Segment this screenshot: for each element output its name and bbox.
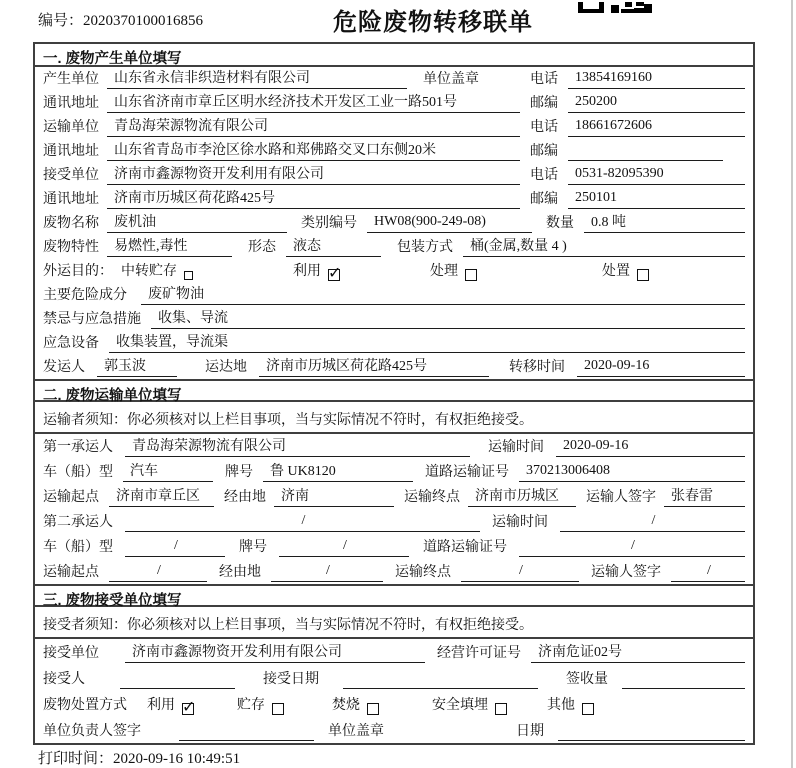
route-end-label: 运输终点 (404, 490, 460, 505)
option-label: 利用 (293, 264, 321, 279)
purpose-option-utilize (293, 260, 340, 281)
disposal-option-storage (237, 694, 284, 715)
first-carrier-label: 第一承运人 (43, 440, 113, 455)
row-disposal-method (35, 691, 753, 717)
acceptor-label: 接受人 (43, 672, 85, 687)
option-label: 其他 (547, 698, 575, 713)
vehicle-type-label: 车（船）型 (43, 540, 113, 555)
checkbox-icon (582, 703, 594, 715)
row-transporter-unit (35, 115, 753, 139)
second-carrier-value: / (125, 513, 480, 532)
print-time (38, 747, 240, 768)
row-first-carrier (35, 434, 753, 459)
phone-label: 电话 (530, 120, 558, 135)
category-code-value: HW08(900-249-08) (367, 214, 532, 233)
checkbox-icon (182, 703, 194, 715)
acceptor-value (120, 670, 235, 689)
receiver-zip-value: 250101 (568, 190, 745, 209)
transport-time-value: 2020-09-16 (556, 438, 745, 457)
receiver-unit-label: 接受单位 (43, 168, 99, 183)
emergency-equipment-value: 收集装置，导流渠 (109, 331, 745, 353)
waste-property-label: 废物特性 (43, 240, 99, 255)
row-waste-property (35, 235, 753, 259)
checkbox-icon (272, 703, 284, 715)
waste-property-value: 易燃性,毒性 (107, 235, 232, 257)
row-producer-unit (35, 67, 753, 91)
quantity-value: 0.8 吨 (584, 211, 745, 233)
phone-label: 电话 (530, 72, 558, 87)
first-carrier-value: 青岛海荣源物流有限公司 (125, 435, 470, 457)
section-receiver-header: 三. 废物接受单位填写 (35, 584, 753, 607)
row-sender (35, 355, 753, 379)
row-route-2 (35, 559, 753, 584)
row-acceptor (35, 665, 753, 691)
date-label: 日期 (516, 724, 544, 739)
doc-number (38, 9, 203, 30)
disposal-option-utilize (147, 694, 194, 715)
road-license-label: 道路运输证号 (423, 540, 507, 555)
packing-value: 桶(金属,数量 4 ) (463, 235, 745, 257)
accept-date-value (343, 670, 538, 689)
row-producer-address (35, 91, 753, 115)
receipt-qty-value (622, 670, 745, 689)
destination-value: 济南市历城区荷花路425号 (259, 355, 489, 377)
route-end-value: 济南市历城区 (468, 485, 576, 507)
accept-date-label: 接受日期 (263, 672, 319, 687)
option-label: 处理 (430, 264, 458, 279)
responsible-signature-label: 单位负责人签字 (43, 724, 141, 739)
receiver-notice: 接受者须知：你必须核对以上栏目事项，当与实际情况不符时，有权拒绝接受。 (35, 607, 753, 639)
receiver-address-value: 济南市历城区荷花路425号 (107, 187, 520, 209)
checkbox-icon (184, 271, 193, 280)
sender-label: 发运人 (43, 360, 85, 375)
checkbox-icon (328, 269, 340, 281)
row-main-hazard (35, 283, 753, 307)
route-end-value: / (461, 563, 579, 582)
route-start-value: / (109, 563, 207, 582)
business-license-label: 经营许可证号 (437, 646, 521, 661)
address-label: 通讯地址 (43, 96, 99, 111)
carrier-signature-label: 运输人签字 (591, 565, 661, 580)
producer-unit-label: 产生单位 (43, 72, 99, 87)
vehicle-type-value: / (125, 538, 225, 557)
phone-label: 电话 (530, 168, 558, 183)
row-responsible-signature (35, 717, 753, 743)
disposal-option-landfill (432, 694, 507, 715)
row-taboo-measures (35, 307, 753, 331)
plate-label: 牌号 (239, 540, 267, 555)
row-waste-name (35, 211, 753, 235)
section-transport-header: 二. 废物运输单位填写 (35, 379, 753, 402)
transport-time-label: 运输时间 (492, 515, 548, 530)
carrier-signature-value: / (671, 563, 745, 582)
route-via-label: 经由地 (224, 490, 266, 505)
address-label: 通讯地址 (43, 144, 99, 159)
road-license-value: / (519, 538, 745, 557)
sender-value: 郭玉波 (97, 355, 177, 377)
transporter-unit-label: 运输单位 (43, 120, 99, 135)
route-start-label: 运输起点 (43, 490, 99, 505)
scan-page-edge (791, 0, 793, 768)
option-label: 焚烧 (332, 698, 360, 713)
transport-time-value: / (560, 513, 745, 532)
route-via-value: / (271, 563, 383, 582)
category-code-label: 类别编号 (301, 216, 357, 231)
receive-unit-label: 接受单位 (43, 646, 99, 661)
page-title: 危险废物转移联单 (333, 9, 533, 36)
address-label: 通讯地址 (43, 192, 99, 207)
destination-label: 运达地 (205, 360, 247, 375)
zip-label: 邮编 (530, 192, 558, 207)
option-label: 中转贮存 (121, 264, 177, 279)
waste-name-value: 废机油 (107, 211, 287, 233)
carrier-signature-label: 运输人签字 (586, 490, 656, 505)
row-receiver-address (35, 187, 753, 211)
plate-value: 鲁 UK8120 (263, 460, 413, 482)
checkbox-icon (495, 703, 507, 715)
purpose-option-treat (430, 260, 477, 281)
receive-unit-value: 济南市鑫源物资开发利用有限公司 (125, 641, 425, 663)
disposal-method-label: 废物处置方式 (43, 698, 127, 713)
date-value (558, 722, 745, 741)
unit-seal-label: 单位盖章 (328, 724, 384, 739)
route-via-value: 济南 (274, 485, 394, 507)
option-label: 处置 (602, 264, 630, 279)
waste-name-label: 废物名称 (43, 216, 99, 231)
plate-value: / (279, 538, 409, 557)
disposal-option-incinerate (332, 694, 379, 715)
transporter-notice: 运输者须知：你必须核对以上栏目事项，当与实际情况不符时，有权拒绝接受。 (35, 402, 753, 434)
quantity-label: 数量 (546, 216, 574, 231)
road-license-value: 370213006408 (519, 463, 745, 482)
row-second-carrier (35, 509, 753, 534)
transporter-phone-value: 18661672606 (568, 118, 745, 137)
receiver-phone-value: 0531-82095390 (568, 166, 745, 185)
taboo-measures-value: 收集、导流 (151, 307, 745, 329)
main-hazard-label: 主要危险成分 (43, 288, 127, 303)
road-license-label: 道路运输证号 (425, 465, 509, 480)
producer-unit-value: 山东省永信非织造材料有限公司 (107, 67, 407, 89)
producer-address-value: 山东省济南市章丘区明水经济技术开发区工业一路501号 (107, 91, 520, 113)
purpose-option-dispose (602, 260, 649, 281)
form-state-label: 形态 (248, 240, 276, 255)
manifest-form (33, 42, 755, 745)
section-producer-header: 一. 废物产生单位填写 (35, 44, 753, 67)
vehicle-type-value: 汽车 (123, 460, 213, 482)
taboo-measures-label: 禁忌与应急措施 (43, 312, 141, 327)
packing-label: 包装方式 (397, 240, 453, 255)
producer-phone-value: 13854169160 (568, 70, 745, 89)
transfer-purpose-label: 外运目的： (43, 264, 113, 279)
row-vehicle-2 (35, 534, 753, 559)
qr-code-icon (578, 0, 654, 18)
zip-label: 邮编 (530, 96, 558, 111)
second-carrier-label: 第二承运人 (43, 515, 113, 530)
transport-time-label: 运输时间 (488, 440, 544, 455)
zip-label: 邮编 (530, 144, 558, 159)
transporter-zip-value (568, 142, 723, 161)
purpose-option-storage (121, 260, 193, 281)
row-receiver-unit (35, 163, 753, 187)
row-transporter-address (35, 139, 753, 163)
option-label: 贮存 (237, 698, 265, 713)
option-label: 利用 (147, 698, 175, 713)
row-transfer-purpose (35, 259, 753, 283)
route-end-label: 运输终点 (395, 565, 451, 580)
responsible-signature-value (179, 722, 314, 741)
vehicle-type-label: 车（船）型 (43, 465, 113, 480)
producer-zip-value: 250200 (568, 94, 745, 113)
receipt-qty-label: 签收量 (566, 672, 608, 687)
carrier-signature-value: 张春雷 (664, 485, 745, 507)
checkbox-icon (637, 269, 649, 281)
route-start-value: 济南市章丘区 (109, 485, 214, 507)
doc-number-value: 2020370100016856 (83, 13, 204, 29)
row-receive-unit (35, 639, 753, 665)
disposal-option-other (547, 694, 594, 715)
row-route-1 (35, 484, 753, 509)
row-vehicle-1 (35, 459, 753, 484)
print-time-label: 打印时间： (38, 751, 114, 767)
transfer-time-label: 转移时间 (509, 360, 565, 375)
business-license-value: 济南危证02号 (531, 641, 745, 663)
transporter-address-value: 山东省青岛市李沧区徐水路和郑佛路交叉口东侧20米 (107, 139, 520, 161)
emergency-equipment-label: 应急设备 (43, 336, 99, 351)
form-state-value: 液态 (286, 235, 381, 257)
option-label: 安全填埋 (432, 698, 488, 713)
transfer-time-value: 2020-09-16 (577, 358, 745, 377)
checkbox-icon (465, 269, 477, 281)
receiver-unit-value: 济南市鑫源物资开发利用有限公司 (107, 163, 520, 185)
row-emergency-equipment (35, 331, 753, 355)
transporter-unit-value: 青岛海荣源物流有限公司 (107, 115, 520, 137)
unit-seal-label: 单位盖章 (423, 72, 479, 87)
print-time-value: 2020-09-16 10:49:51 (113, 751, 241, 767)
route-start-label: 运输起点 (43, 565, 99, 580)
plate-label: 牌号 (225, 465, 253, 480)
checkbox-icon (367, 703, 379, 715)
doc-number-label: 编号： (38, 13, 84, 29)
main-hazard-value: 废矿物油 (141, 283, 745, 305)
route-via-label: 经由地 (219, 565, 261, 580)
